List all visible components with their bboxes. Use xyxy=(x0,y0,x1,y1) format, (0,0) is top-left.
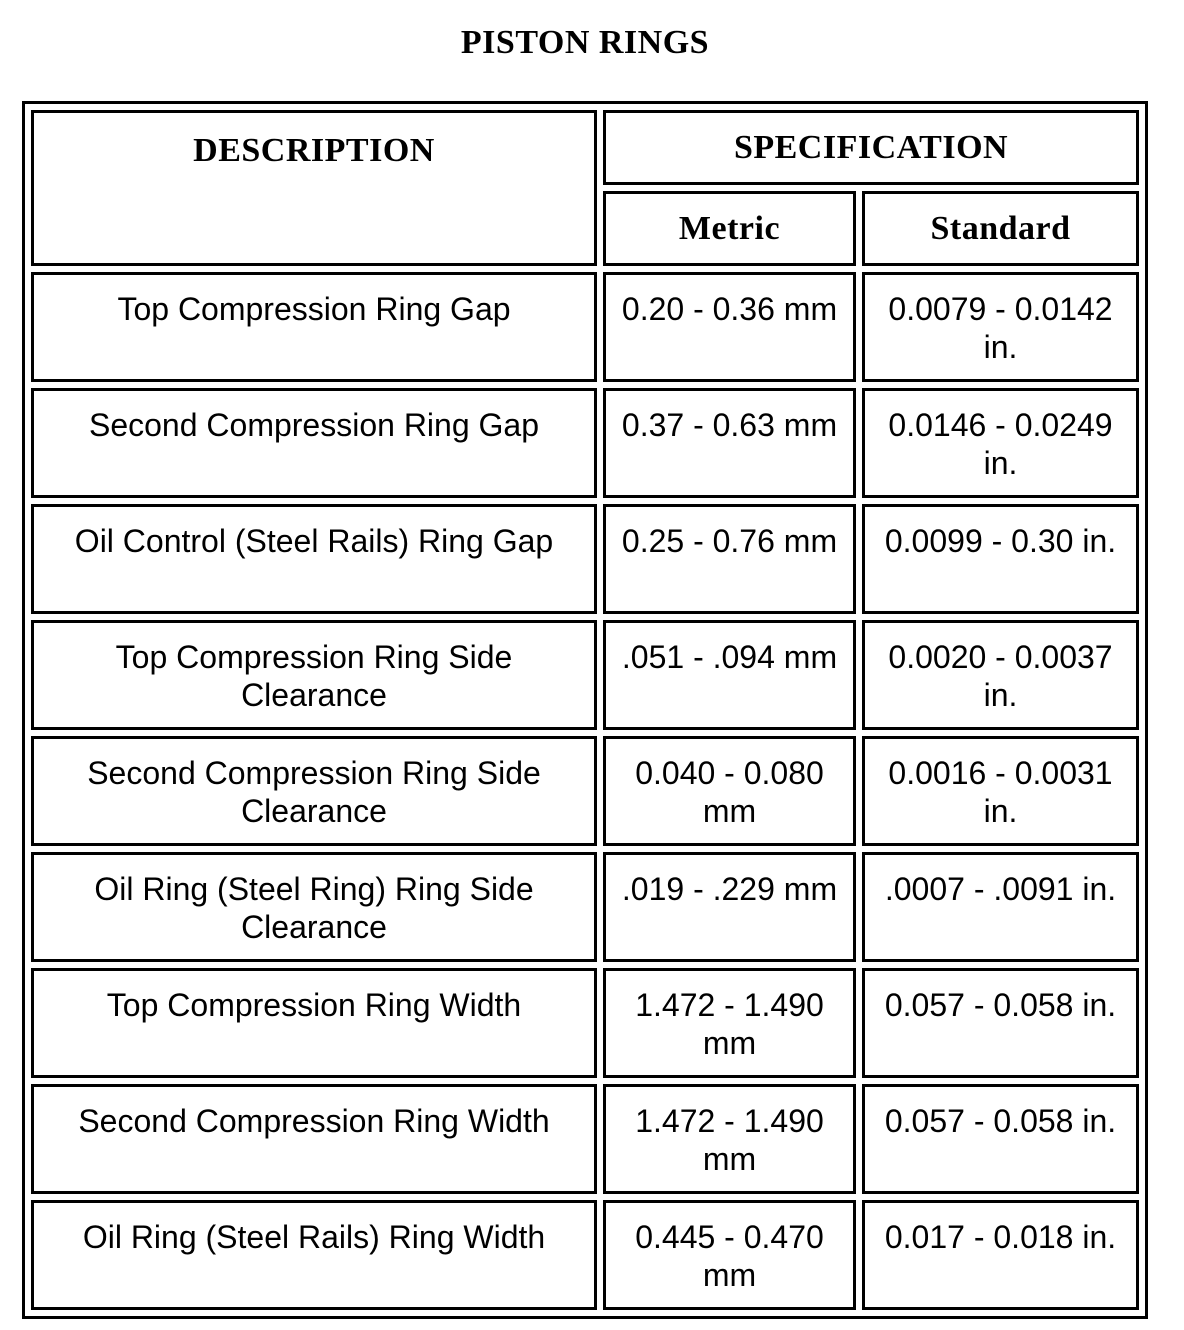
cell-description: Second Compression Ring Width xyxy=(31,1084,597,1194)
cell-standard: 0.0016 - 0.0031 in. xyxy=(862,736,1139,846)
cell-metric: 0.25 - 0.76 mm xyxy=(603,504,856,614)
table-row xyxy=(31,1200,1139,1310)
table-row xyxy=(31,504,1139,614)
cell-standard: 0.0020 - 0.0037 in. xyxy=(862,620,1139,730)
table-row xyxy=(31,968,1139,1078)
cell-description: Top Compression Ring Side Clearance xyxy=(31,620,597,730)
cell-metric: .019 - .229 mm xyxy=(603,852,856,962)
cell-standard: 0.0099 - 0.30 in. xyxy=(862,504,1139,614)
cell-standard: 0.0146 - 0.0249 in. xyxy=(862,388,1139,498)
cell-description: Oil Ring (Steel Ring) Ring Side Clearance xyxy=(31,852,597,962)
header-standard: Standard xyxy=(862,191,1139,266)
cell-standard: 0.057 - 0.058 in. xyxy=(862,968,1139,1078)
cell-description: Second Compression Ring Gap xyxy=(31,388,597,498)
piston-rings-spec-table xyxy=(22,101,1148,1319)
page-title: PISTON RINGS xyxy=(460,24,710,61)
cell-description: Oil Control (Steel Rails) Ring Gap xyxy=(31,504,597,614)
header-specification: SPECIFICATION xyxy=(603,110,1139,185)
cell-metric: .051 - .094 mm xyxy=(603,620,856,730)
cell-metric: 0.20 - 0.36 mm xyxy=(603,272,856,382)
table-row xyxy=(31,388,1139,498)
cell-description: Top Compression Ring Width xyxy=(31,968,597,1078)
cell-standard: .0007 - .0091 in. xyxy=(862,852,1139,962)
cell-metric: 1.472 - 1.490 mm xyxy=(603,1084,856,1194)
cell-description: Oil Ring (Steel Rails) Ring Width xyxy=(31,1200,597,1310)
cell-metric: 0.37 - 0.63 mm xyxy=(603,388,856,498)
table-row xyxy=(31,620,1139,730)
cell-standard: 0.017 - 0.018 in. xyxy=(862,1200,1139,1310)
cell-description: Second Compression Ring Side Clearance xyxy=(31,736,597,846)
cell-description: Top Compression Ring Gap xyxy=(31,272,597,382)
cell-standard: 0.057 - 0.058 in. xyxy=(862,1084,1139,1194)
cell-metric: 0.040 - 0.080 mm xyxy=(603,736,856,846)
table-row xyxy=(31,736,1139,846)
header-metric: Metric xyxy=(603,191,856,266)
table-row xyxy=(31,1084,1139,1194)
cell-standard: 0.0079 - 0.0142 in. xyxy=(862,272,1139,382)
header-description: DESCRIPTION xyxy=(31,110,597,266)
cell-metric: 0.445 - 0.470 mm xyxy=(603,1200,856,1310)
table-row xyxy=(31,852,1139,962)
table-row xyxy=(31,272,1139,382)
cell-metric: 1.472 - 1.490 mm xyxy=(603,968,856,1078)
